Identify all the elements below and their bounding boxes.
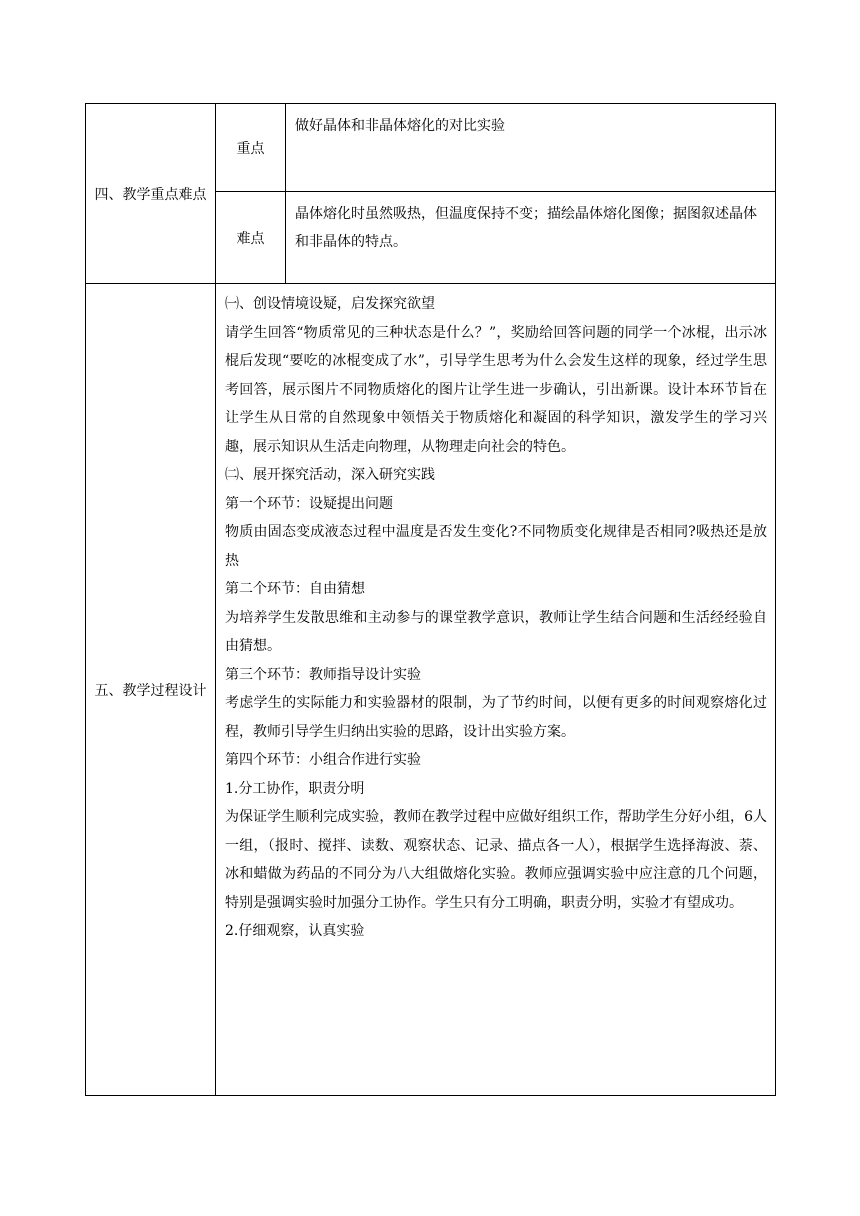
paragraph: 为培养学生发散思维和主动参与的课堂教学意识，教师让学生结合问题和生活经经验自由猜想。 bbox=[225, 609, 767, 654]
paragraph: 2.仔细观察，认真实验 bbox=[225, 923, 365, 939]
paragraph: ㈡、展开探究活动，深入研究实践 bbox=[225, 467, 435, 483]
paragraph: 为保证学生顺利完成实验，教师在教学过程中应做好组织工作，帮助学生分好小组，6人一组，（报时、搅拌、读数、观察状态、记录、描点各一人），根据学生选择海波、萘、冰和蜡做为药品的不同分为八大组做熔化实验。教师应强调实验中应注意的几个问题，特别是强调实验时加强分工协作。学生只有分工明确，职责分明，实验才有望成功。 bbox=[225, 809, 767, 911]
difficulty-cell bbox=[286, 192, 776, 284]
key-point-cell bbox=[286, 104, 776, 192]
difficulty-label: 难点 bbox=[216, 192, 286, 284]
paragraph: 第三个环节：教师指导设计实验 bbox=[225, 666, 421, 683]
paragraph: 考虑学生的实际能力和实验器材的限制，为了节约时间，以便有更多的时间观察熔化过程，教师引导学生归纳出实验的思路，设计出实验方案。 bbox=[225, 695, 767, 740]
teaching-process-row bbox=[86, 284, 776, 1096]
key-point-text: 做好晶体和非晶体熔化的对比实验 bbox=[295, 118, 505, 134]
paragraph: 第二个环节：自由猜想 bbox=[225, 581, 365, 597]
section-label-teaching-process: 五、教学过程设计 bbox=[86, 284, 216, 1096]
paragraph: 请学生回答“物质常见的三种状态是什么？”，奖励给回答问题的同学一个冰棍，出示冰棍后发现“要吃的冰棍变成了水”，引导学生思考为什么会发生这样的现象，经过学生思考回答，展示图片不同物质熔化的图片让学生进一步确认，引出新课。设计本环节旨在让学生从日常的自然现象中领悟关于物质熔化和凝固的科学知识，激发学生的学习兴趣，展示知识从生活走向物理，从物理走向社会的特色。 bbox=[225, 324, 767, 455]
key-point-label: 重点 bbox=[216, 104, 286, 192]
teaching-process-text bbox=[216, 284, 775, 946]
paragraph: 第一个环节：设疑提出问题 bbox=[225, 495, 393, 512]
paragraph: 1.分工协作，职责分明 bbox=[225, 780, 365, 797]
teaching-process-cell bbox=[216, 284, 776, 1096]
lesson-plan-table bbox=[85, 103, 776, 1096]
section-label-teaching-focus: 四、教学重点难点 bbox=[86, 104, 216, 284]
key-point-row bbox=[86, 104, 776, 192]
difficulty-text: 晶体熔化时虽然吸热，但温度保持不变；描绘晶体熔化图像；据图叙述晶体和非晶体的特点。 bbox=[295, 206, 757, 250]
paragraph: 第四个环节：小组合作进行实验 bbox=[225, 752, 421, 768]
paragraph: ㈠、创设情境设疑，启发探究欲望 bbox=[225, 296, 435, 312]
paragraph: 物质由固态变成液态过程中温度是否发生变化?不同物质变化规律是否相同?吸热还是放热 bbox=[225, 524, 767, 569]
